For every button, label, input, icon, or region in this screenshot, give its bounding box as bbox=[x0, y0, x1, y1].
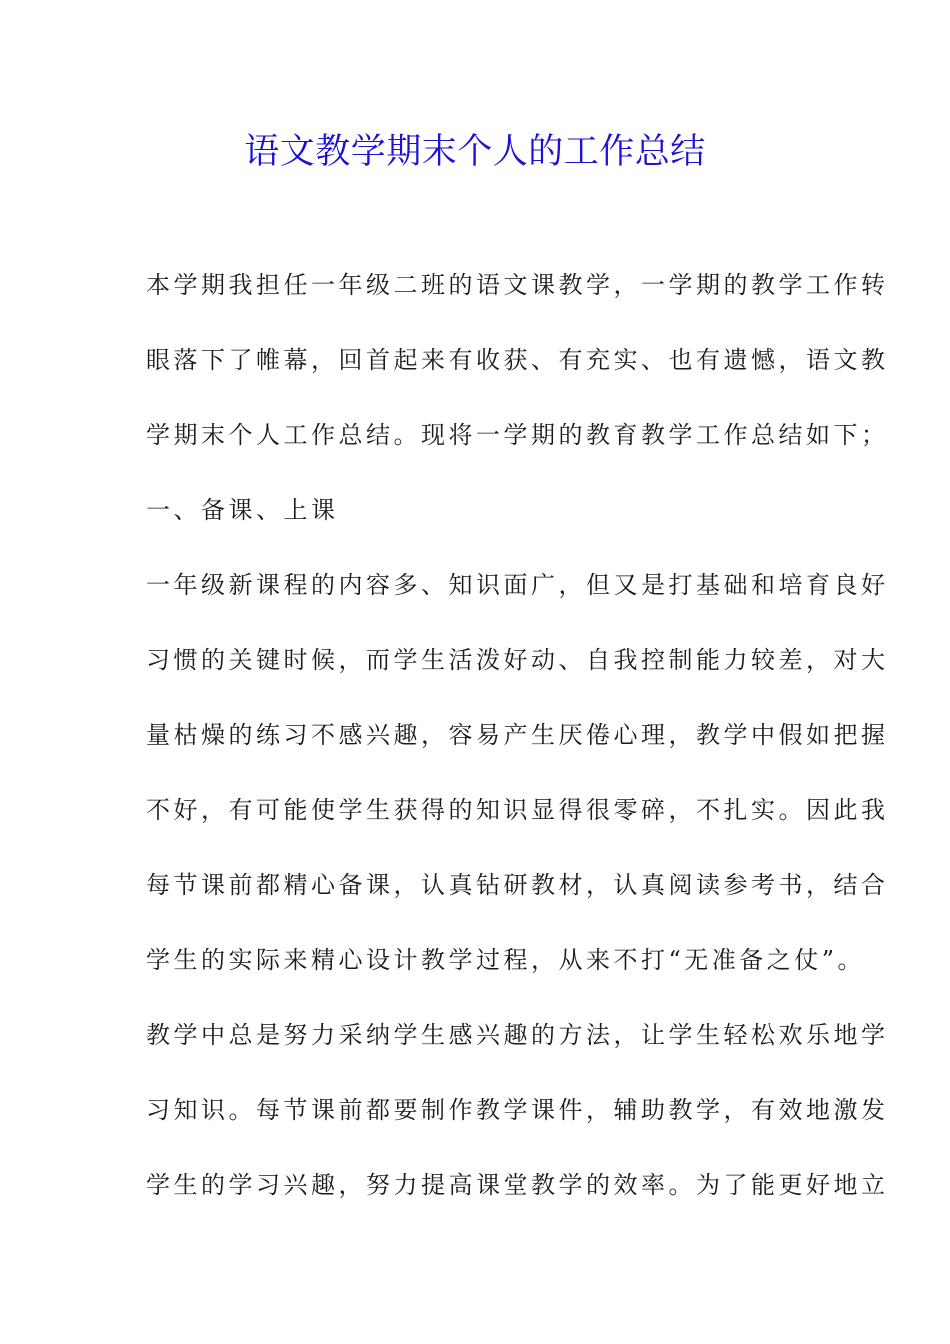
body-line: 量枯燥的练习不感兴趣，容易产生厌倦心理，教学中假如把握 bbox=[146, 721, 889, 749]
body-line: 每节课前都精心备课，认真钻研教材，认真阅读参考书，结合 bbox=[146, 871, 889, 899]
body-line: 学生的学习兴趣，努力提高课堂教学的效率。为了能更好地立 bbox=[146, 1171, 889, 1199]
body-line: 不好，有可能使学生获得的知识显得很零碎，不扎实。因此我 bbox=[146, 796, 889, 824]
document-title: 语文教学期末个人的工作总结 bbox=[244, 132, 706, 172]
body-line: 一年级新课程的内容多、知识面广，但又是打基础和培育良好 bbox=[146, 571, 889, 599]
body-line: 学期末个人工作总结。现将一学期的教育教学工作总结如下； bbox=[146, 421, 889, 449]
body-line: 教学中总是努力采纳学生感兴趣的方法，让学生轻松欢乐地学 bbox=[146, 1021, 889, 1049]
body-line: 本学期我担任一年级二班的语文课教学，一学期的教学工作转 bbox=[146, 271, 889, 299]
body-line: 习惯的关键时候，而学生活泼好动、自我控制能力较差，对大 bbox=[146, 646, 889, 674]
body-line: 眼落下了帷幕，回首起来有收获、有充实、也有遗憾，语文教 bbox=[146, 346, 889, 374]
document-body bbox=[146, 267, 889, 1242]
body-line: 习知识。每节课前都要制作教学课件，辅助教学，有效地激发 bbox=[146, 1096, 889, 1124]
section-heading: 一、备课、上课 bbox=[146, 496, 339, 524]
body-line: 学生的实际来精心设计教学过程，从来不打“无准备之仗”。 bbox=[146, 946, 866, 974]
